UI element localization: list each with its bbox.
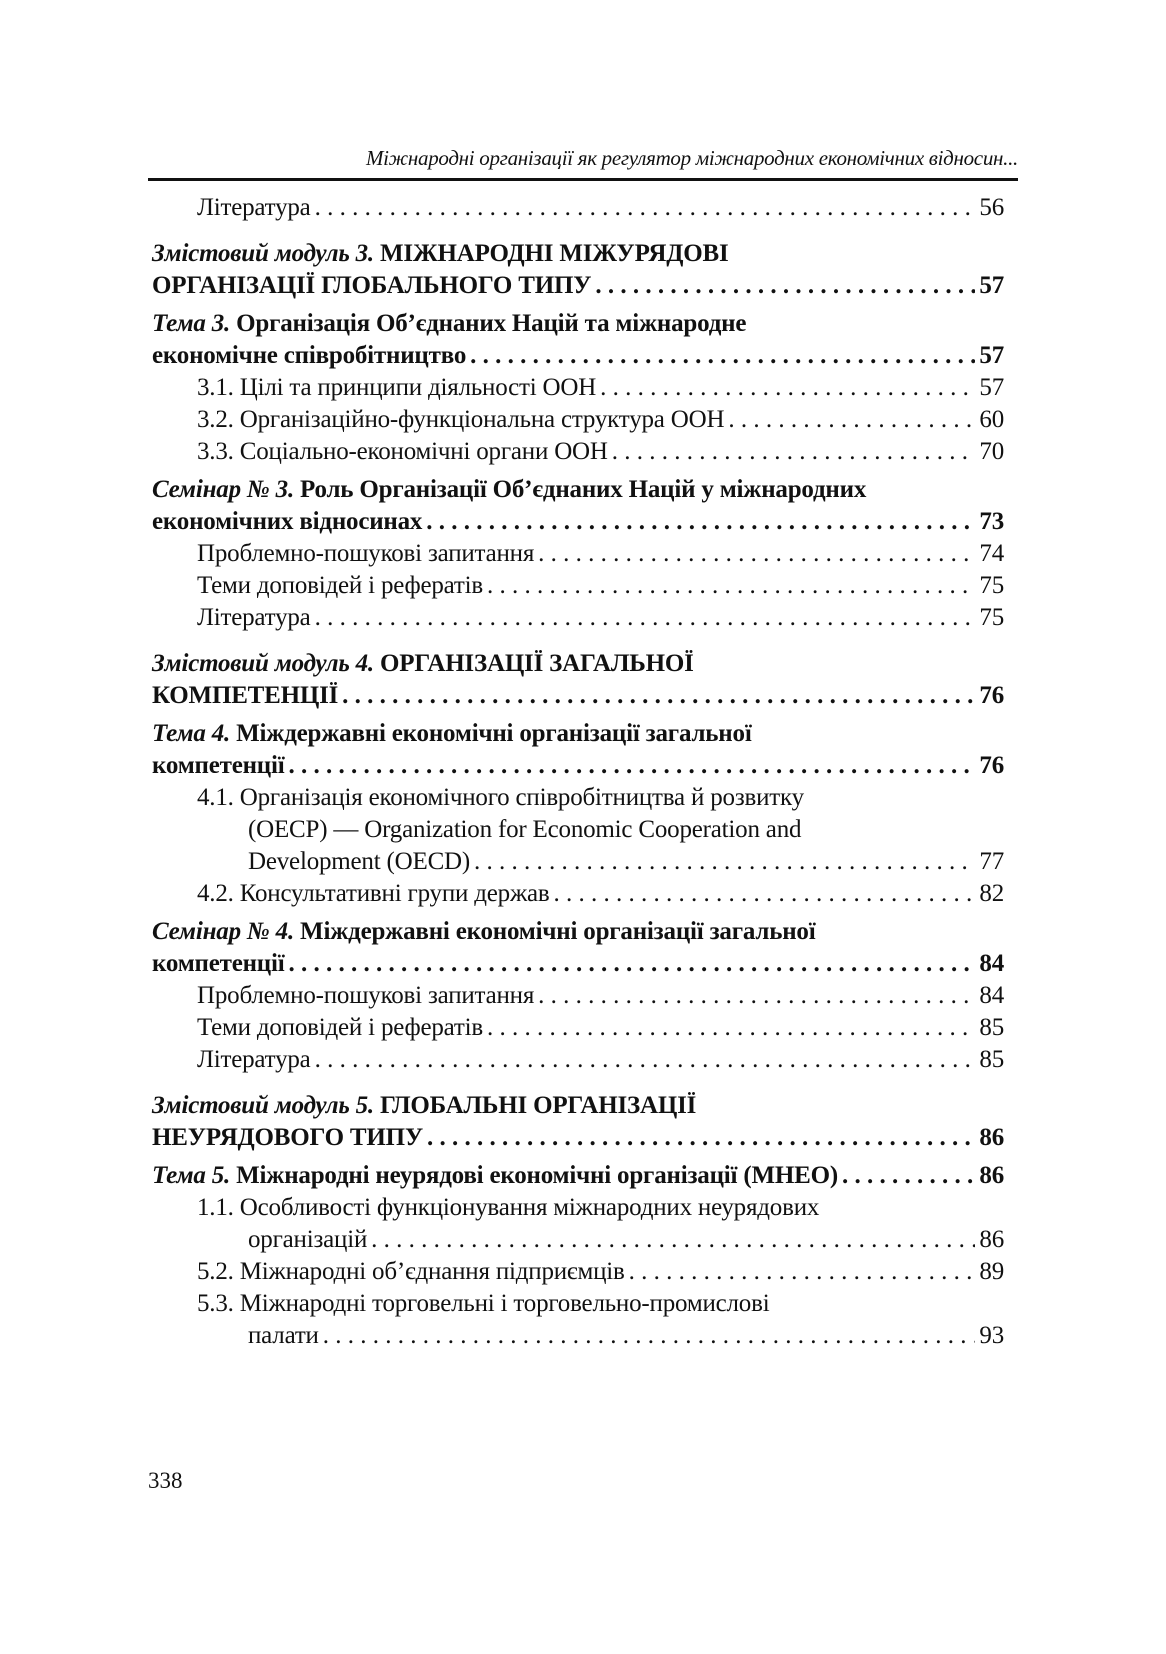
toc-entry[interactable]: Проблемно-пошукові запитання . . . 84 bbox=[152, 980, 1004, 1012]
toc-seminar-3[interactable]: Семінар № 3. Роль Організації Об’єднаних Націй у міжнародних bbox=[152, 476, 867, 503]
toc-entry-cont[interactable]: Development (OECD) . . . 77 bbox=[152, 846, 1004, 878]
toc-seminar-4-cont[interactable]: компетенції . . . 84 bbox=[152, 948, 1004, 980]
toc-topic-4[interactable]: Тема 4. Міждержавні економічні організації загальної bbox=[152, 720, 752, 747]
toc-entry-cont: (ОЕСР) — Organization for Economic Cooperation and bbox=[248, 816, 802, 843]
header-rule bbox=[148, 178, 1018, 181]
toc-entry[interactable]: 4.1. Організація економічного співробітництва й розвитку bbox=[197, 784, 804, 811]
toc-entry[interactable]: 3.2. Організаційно-функціональна структура ООН . . . 60 bbox=[152, 404, 1004, 436]
toc-seminar-3-cont[interactable]: економічних відносинах . . . 73 bbox=[152, 506, 1004, 538]
toc-topic-3-cont[interactable]: економічне співробітництво . . . 57 bbox=[152, 340, 1004, 372]
toc-entry[interactable]: 1.1. Особливості функціонування міжнародних неурядових bbox=[197, 1194, 820, 1221]
toc-entry[interactable]: 5.2. Міжнародні об’єднання підприємців . . . 89 bbox=[152, 1256, 1004, 1288]
toc-seminar-4[interactable]: Семінар № 4. Міждержавні економічні організації загальної bbox=[152, 918, 816, 945]
toc-module-3[interactable]: Змістовий модуль 3. МІЖНАРОДНІ МІЖУРЯДОВІ bbox=[152, 240, 729, 267]
toc-entry[interactable]: Теми доповідей і рефератів . . . 75 bbox=[152, 570, 1004, 602]
toc-entry[interactable]: Теми доповідей і рефератів . . . 85 bbox=[152, 1012, 1004, 1044]
running-header: Міжнародні організації як регулятор міжнародних економічних відносин... bbox=[365, 146, 1018, 170]
toc-entry-cont[interactable]: палати . . . 93 bbox=[152, 1320, 1004, 1352]
toc-entry[interactable]: Література . . . 75 bbox=[152, 602, 1004, 634]
toc-module-4-cont[interactable]: КОМПЕТЕНЦІЇ . . . 76 bbox=[152, 680, 1004, 712]
toc-entry[interactable]: 5.3. Міжнародні торговельні і торговельно-промислові bbox=[197, 1290, 770, 1317]
toc-entry[interactable]: 3.1. Цілі та принципи діяльності ООН . . . 57 bbox=[152, 372, 1004, 404]
toc-module-5[interactable]: Змістовий модуль 5. ГЛОБАЛЬНІ ОРГАНІЗАЦІЇ bbox=[152, 1092, 697, 1119]
toc-topic-4-cont[interactable]: компетенції . . . 76 bbox=[152, 750, 1004, 782]
toc-entry[interactable]: 4.2. Консультативні групи держав . . . 82 bbox=[152, 878, 1004, 910]
table-of-contents bbox=[152, 192, 1004, 1352]
toc-entry[interactable]: Література . . . 56 bbox=[152, 192, 1004, 224]
toc-module-3-cont[interactable]: ОРГАНІЗАЦІЇ ГЛОБАЛЬНОГО ТИПУ . . . 57 bbox=[152, 270, 1004, 302]
toc-module-4[interactable]: Змістовий модуль 4. ОРГАНІЗАЦІЇ ЗАГАЛЬНОЇ bbox=[152, 650, 694, 677]
toc-module-5-cont[interactable]: НЕУРЯДОВОГО ТИПУ . . . 86 bbox=[152, 1122, 1004, 1154]
toc-entry[interactable]: 3.3. Соціально-економічні органи ООН . . . 70 bbox=[152, 436, 1004, 468]
toc-entry-cont[interactable]: організацій . . . 86 bbox=[152, 1224, 1004, 1256]
toc-topic-5[interactable]: Тема 5. Міжнародні неурядові економічні організації (МНЕО) . . . 86 bbox=[152, 1160, 1004, 1192]
toc-entry[interactable]: Проблемно-пошукові запитання . . . 74 bbox=[152, 538, 1004, 570]
page-number: 338 bbox=[148, 1468, 183, 1493]
toc-entry[interactable]: Література . . . 85 bbox=[152, 1044, 1004, 1076]
toc-topic-3[interactable]: Тема 3. Організація Об’єднаних Націй та міжнародне bbox=[152, 310, 747, 337]
